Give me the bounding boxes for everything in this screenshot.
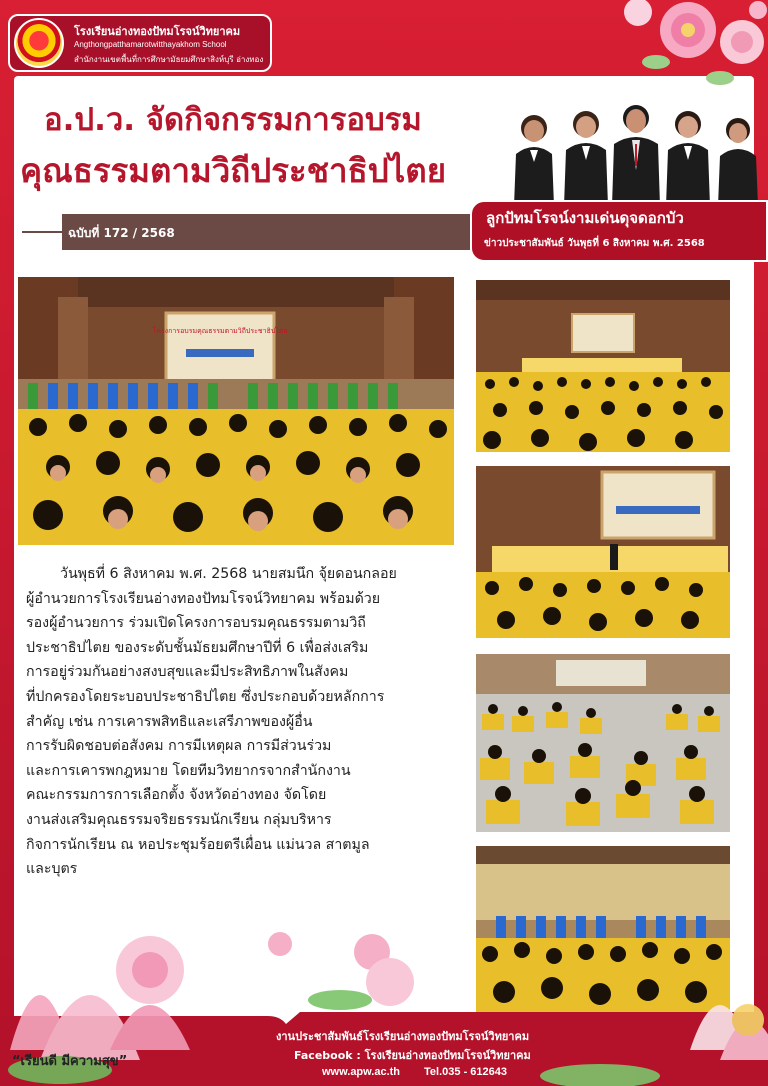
body-line: ผู้อำนวยการโรงเรียนอ่างทองปัทมโรจน์วิทยาคม พร้อมด้วย: [26, 590, 381, 607]
footer-pr-office: งานประชาสัมพันธ์โรงเรียนอ่างทองปัทมโรจน์วิทยาคม: [276, 1030, 530, 1043]
body-line: คณะกรรมการการเลือกตั้ง จังหวัดอ่างทอง จัดโดย: [26, 787, 327, 804]
article-body: [26, 562, 454, 882]
headline-line-1: อ.ป.ว. จัดกิจกรรมการอบรม: [44, 102, 422, 138]
school-office: สำนักงานเขตพื้นที่การศึกษามัธยมศึกษาสิงห์บุรี อ่างทอง: [74, 55, 264, 64]
issue-number: ฉบับที่ 172 / 2568: [68, 226, 175, 240]
news-date: ข่าวประชาสัมพันธ์ วันพุธที่ 6 สิงหาคม พ.ศ. 2568: [484, 238, 705, 249]
body-line: และบุตร: [26, 861, 78, 878]
body-line: การอยู่ร่วมกันอย่างสงบสุขและมีประสิทธิภาพในสังคม: [26, 664, 349, 681]
footer-contact: [322, 1066, 507, 1078]
body-line: งานส่งเสริมคุณธรรมจริยธรรมนักเรียน กลุ่มบริหาร: [26, 811, 332, 828]
body-line: การรับผิดชอบต่อสังคม การมีเหตุผล การมีส่วนร่วม: [26, 738, 332, 755]
phone-number: Tel.035 - 612643: [424, 1066, 507, 1078]
body-line: วันพุธที่ 6 สิงหาคม พ.ศ. 2568 นายสมนึก จุ้ยดอนกลอย: [60, 566, 397, 582]
school-motto: “เรียนดี มีความสุข”: [12, 1054, 128, 1069]
body-line: และการเคารพกฎหมาย โดยทีมวิทยากรจากสำนักงาน: [26, 762, 351, 779]
body-line: ประชาธิปไตย ของระดับชั้นมัธยมศึกษาปีที่ 6 เพื่อส่งเสริม: [26, 639, 369, 656]
school-name-th: โรงเรียนอ่างทองปัทมโรจน์วิทยาคม: [74, 25, 241, 38]
administrators-photo: [508, 100, 762, 206]
flower-decoration-icon: [608, 0, 768, 96]
slogan-title: ลูกปัทมโรจน์งามเด่นดุจดอกบัว: [486, 209, 684, 227]
screen-title: โครงการอบรมคุณธรรมตามวิถีประชาธิปไตย: [152, 327, 288, 335]
school-logo: [14, 18, 64, 68]
event-photo-activity: [476, 654, 730, 832]
issue-divider: [22, 231, 62, 233]
body-line: ที่ปกครองโดยระบอบประชาธิปไตย ซึ่งประกอบด้วยหลักการ: [26, 688, 385, 705]
event-photo-hall: [476, 280, 730, 452]
website-link[interactable]: www.apw.ac.th: [322, 1066, 401, 1078]
headline-line-2: คุณธรรมตามวิถีประชาธิปไตย: [20, 151, 447, 190]
body-line: รองผู้อำนวยการ ร่วมเปิดโครงการอบรมคุณธรรมตามวิถี: [26, 615, 366, 632]
body-line: กิจการนักเรียน ณ หอประชุมร้อยตรีเผื่อน แม่นวล สาตมูล: [26, 836, 370, 853]
event-photo-stage: [476, 466, 730, 638]
school-name-en: Angthongpatthamarotwitthayakhom School: [74, 40, 227, 49]
body-line: สำคัญ เช่น การเคารพสิทธิและเสรีภาพของผู้อื่น: [26, 713, 313, 730]
footer-facebook: Facebook : โรงเรียนอ่างทองปัทมโรจน์วิทยาคม: [294, 1049, 531, 1062]
main-event-photo: [18, 277, 454, 545]
